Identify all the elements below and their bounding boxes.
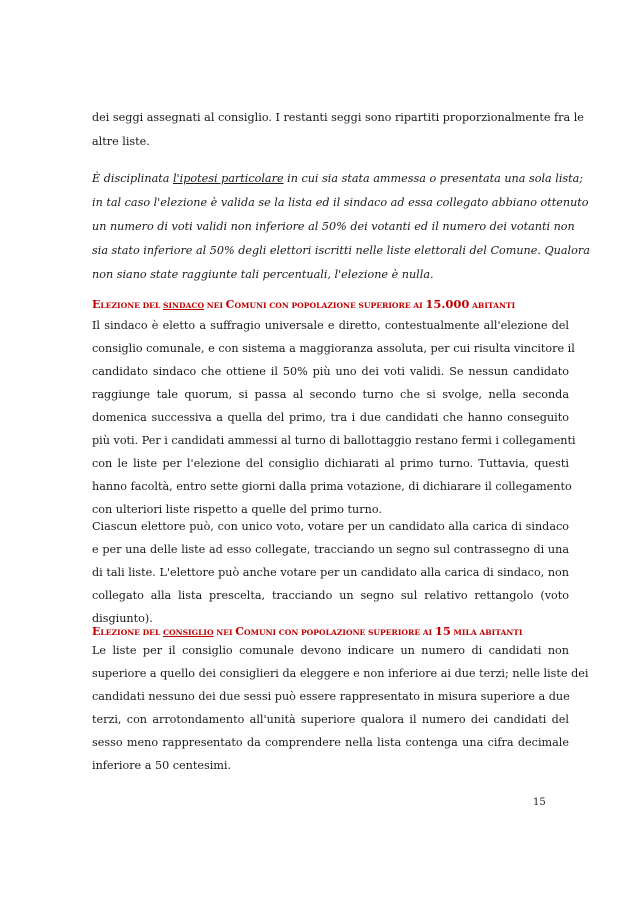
text-line: e per una delle liste ad esso collegate, tracciando un segno sul contrassegno di una: [92, 543, 569, 556]
heading-text: [92, 623, 569, 640]
text-line: candidato sindaco che ottiene il 50% più uno dei voti validi. Se nessun candidato: [92, 365, 569, 378]
text-line: dei seggi assegnati al consiglio. I restanti seggi sono ripartiti proporzionalmente fra le: [92, 111, 584, 124]
text-line: più voti. Per i candidati ammessi al turno di ballottaggio restano fermi i collegamenti: [92, 434, 576, 447]
heading-part: MILA ABITANTI: [450, 628, 523, 637]
text-line: in tal caso l'elezione è valida se la lista ed il sindaco ad essa collegato abbiano ottenuto: [92, 196, 589, 209]
text-line: domenica successiva a quella del primo, tra i due candidati che hanno conseguito: [92, 411, 569, 424]
heading-number: 15.000: [425, 297, 470, 311]
text-line: un numero di voti validi non inferiore al 50% dei votanti ed il numero dei votanti non: [92, 220, 575, 233]
text-line: di tali liste. L'elettore può anche votare per un candidato alla carica di sindaco, non: [92, 566, 569, 579]
heading-initial: C: [225, 298, 235, 311]
text-line: collegato alla lista prescelta, tracciando un segno sul relativo rettangolo (voto: [92, 589, 569, 602]
link-sindaco[interactable]: SINDACO: [162, 301, 205, 310]
text-line: disgiunto).: [92, 612, 153, 625]
page-number: 15: [533, 797, 546, 808]
link-ipotesi-particolare[interactable]: l'ipotesi particolare: [172, 172, 284, 185]
heading-text: [92, 296, 569, 313]
text-line: candidati nessuno dei due sessi può essere rappresentato in misura superiore a due: [92, 690, 570, 703]
heading-part: NEI: [204, 301, 226, 310]
text-line: inferiore a 50 centesimi.: [92, 759, 232, 772]
heading-part: LEZIONE DEL: [100, 628, 163, 637]
text-line: raggiunge tale quorum, si passa al secondo turno che si svolge, nella seconda: [92, 388, 569, 401]
text-line: Il sindaco è eletto a suffragio universale e diretto, contestualmente all'elezione del: [92, 319, 569, 332]
heading-part: LEZIONE DEL: [100, 301, 163, 310]
text-line: terzi, con arrotondamento all'unità superiore qualora il numero dei candidati del: [92, 713, 569, 726]
text-line: sesso meno rappresentato da comprendere nella lista contenga una cifra decimale: [92, 736, 569, 749]
heading-part: NEI: [213, 628, 236, 637]
text-line: superiore a quello dei consiglieri da eleggere e non inferiore ai due terzi; nelle liste dei: [92, 667, 589, 680]
heading-initial: C: [235, 625, 244, 638]
text-span: È disciplinata: [92, 172, 173, 185]
heading-part: OMUNI CON POPOLAZIONE SUPERIORE AI: [243, 628, 435, 637]
text-span: in cui sia stata ammessa o presentata una sola lista;: [283, 172, 584, 185]
link-consiglio[interactable]: CONSIGLIO: [162, 628, 214, 637]
heading-initial: E: [92, 298, 101, 311]
text-line: Ciascun elettore può, con unico voto, votare per un candidato alla carica di sindaco: [92, 520, 569, 533]
text-line: altre liste.: [92, 135, 150, 148]
text-line: [92, 172, 584, 186]
text-line: consiglio comunale, e con sistema a maggioranza assoluta, per cui risulta vincitore il: [92, 342, 575, 355]
heading-number: 15: [434, 624, 451, 638]
text-line: con ulteriori liste rispetto a quelle del primo turno.: [92, 503, 382, 516]
text-line: non siano state raggiunte tali percentuali, l'elezione è nulla.: [92, 268, 434, 281]
heading-part: OMUNI CON POPOLAZIONE SUPERIORE AI: [234, 301, 426, 310]
text-line: hanno facoltà, entro sette giorni dalla prima votazione, di dichiarare il collegamento: [92, 480, 572, 493]
text-line: sia stato inferiore al 50% degli elettori iscritti nelle liste elettorali del Comune. Qualora: [92, 244, 590, 257]
heading-part: ABITANTI: [469, 301, 516, 310]
heading-initial: E: [92, 625, 101, 638]
text-line: Le liste per il consiglio comunale devono indicare un numero di candidati non: [92, 644, 569, 657]
text-line: con le liste per l'elezione del consiglio dichiarati al primo turno. Tuttavia, questi: [92, 457, 569, 470]
